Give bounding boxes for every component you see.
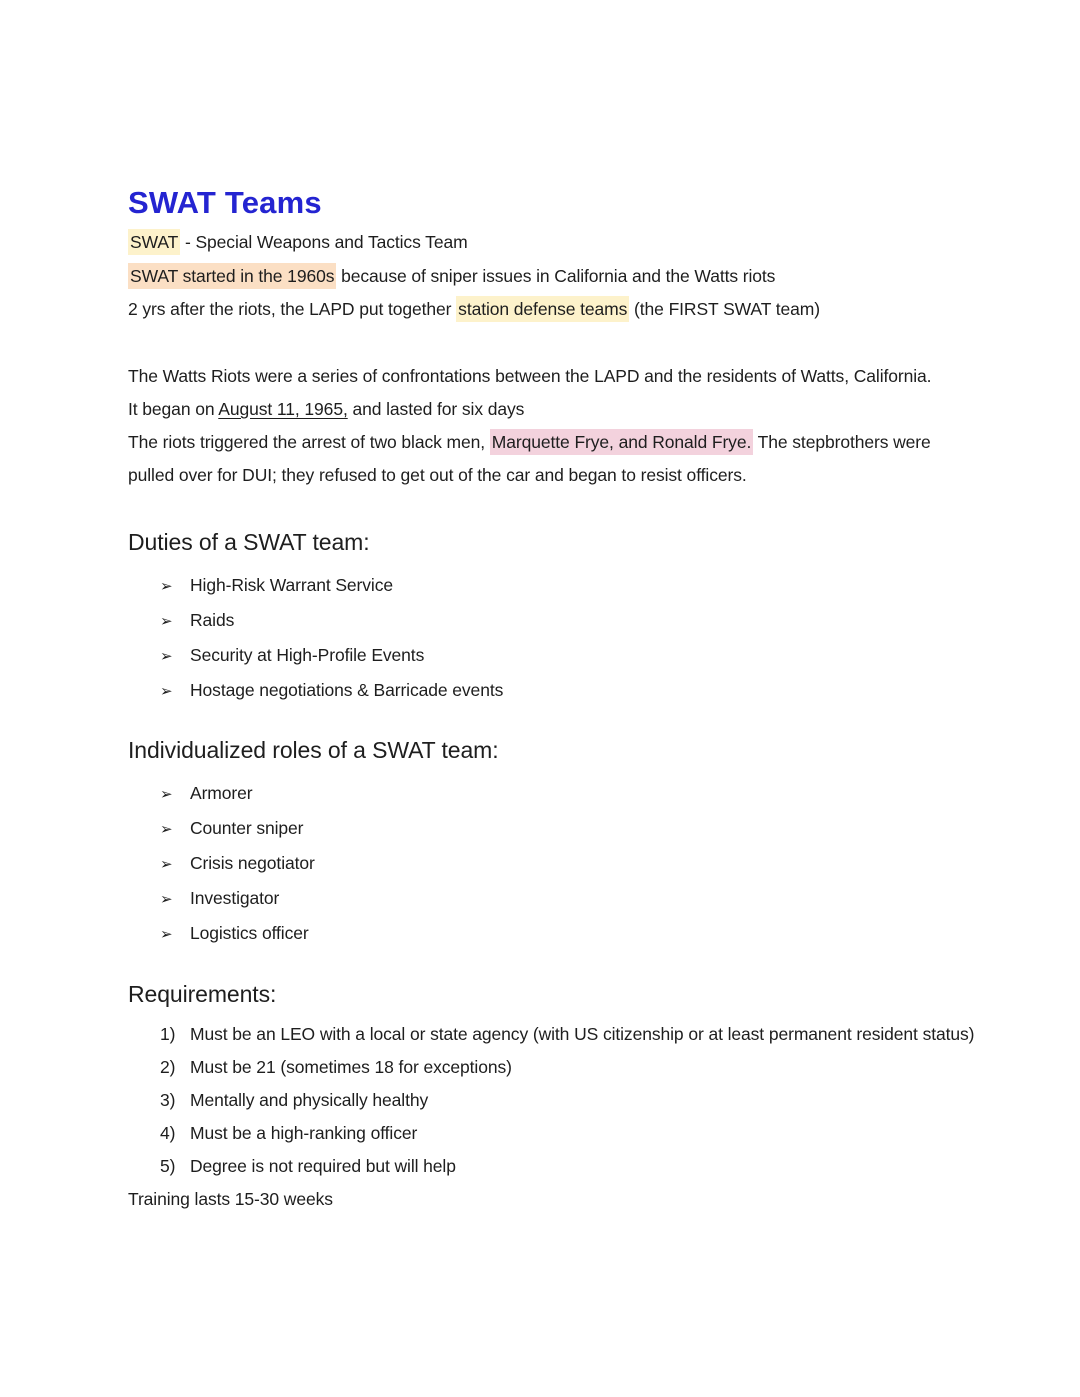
highlight-swat: SWAT [128,229,180,255]
roles-section [128,736,499,951]
requirement-number: 2) [160,1057,176,1077]
list-item [128,846,499,881]
intro-line-1 [128,226,820,260]
watts-line-2-post: and lasted for six days [347,399,525,419]
watts-line-1: The Watts Riots were a series of confrontations between the LAPD and the residents of Watts, California. [128,366,932,386]
intro-line-2 [128,260,820,294]
requirement-number: 4) [160,1123,176,1143]
list-item [128,638,503,673]
intro-block [128,226,820,327]
list-item [128,1117,1010,1150]
arrow-bullet-icon: ➢ [160,647,173,665]
requirement-text: Mentally and physically healthy [190,1090,429,1110]
arrow-bullet-icon: ➢ [160,855,173,873]
list-item-label: Security at High-Profile Events [190,645,425,665]
requirement-number: 3) [160,1090,176,1110]
list-item [128,1084,1010,1117]
highlight-station-defense: station defense teams [456,296,629,322]
requirement-text: Must be 21 (sometimes 18 for exceptions) [190,1057,512,1077]
requirements-section [128,980,1010,1216]
roles-list [128,776,499,951]
arrow-bullet-icon: ➢ [160,612,173,630]
section-heading-requirements: Requirements: [128,981,277,1007]
intro-line-3-pre: 2 yrs after the riots, the LAPD put together [128,299,457,319]
list-item [128,673,503,708]
list-item-label: Hostage negotiations & Barricade events [190,680,504,700]
arrow-bullet-icon: ➢ [160,577,173,595]
list-item-label: Counter sniper [190,818,304,838]
list-item-label: Raids [190,610,235,630]
underlined-date: August 11, 1965, [218,399,348,419]
list-item [128,1018,1010,1051]
training-note: Training lasts 15-30 weeks [128,1189,333,1209]
requirement-text: Degree is not required but will help [190,1156,456,1176]
list-item [128,603,503,638]
intro-line-1-rest: - Special Weapons and Tactics Team [180,232,468,252]
list-item-label: High-Risk Warrant Service [190,575,394,595]
watts-line-2 [128,393,931,426]
requirement-text: Must be an LEO with a local or state agency (with US citizenship or at least permanent resident status) [190,1024,975,1044]
watts-paragraph [128,360,931,492]
watts-line-3-post: The stepbrothers were [753,432,931,452]
requirement-number: 5) [160,1156,176,1176]
intro-line-3 [128,293,820,327]
highlight-frye-names: Marquette Frye, and Ronald Frye. [490,429,753,455]
arrow-bullet-icon: ➢ [160,785,173,803]
list-item [128,776,499,811]
list-item [128,811,499,846]
arrow-bullet-icon: ➢ [160,682,173,700]
list-item-label: Logistics officer [190,923,309,943]
intro-line-3-post: (the FIRST SWAT team) [629,299,820,319]
requirement-number: 1) [160,1024,176,1044]
highlight-swat-started: SWAT started in the 1960s [128,263,336,289]
requirements-list [128,1018,1010,1183]
section-heading-roles: Individualized roles of a SWAT team: [128,737,499,763]
arrow-bullet-icon: ➢ [160,820,173,838]
watts-line-4: pulled over for DUI; they refused to get out of the car and began to resist officers. [128,465,747,485]
watts-line-3 [128,426,931,459]
list-item [128,568,503,603]
list-item [128,1150,1010,1183]
arrow-bullet-icon: ➢ [160,890,173,908]
arrow-bullet-icon: ➢ [160,925,173,943]
section-heading-duties: Duties of a SWAT team: [128,529,370,555]
watts-line-3-pre: The riots triggered the arrest of two black men, [128,432,490,452]
list-item-label: Investigator [190,888,280,908]
duties-section [128,528,503,708]
list-item [128,1051,1010,1084]
list-item [128,881,499,916]
requirement-text: Must be a high-ranking officer [190,1123,418,1143]
list-item [128,916,499,951]
duties-list [128,568,503,708]
list-item-label: Armorer [190,783,253,803]
list-item-label: Crisis negotiator [190,853,315,873]
intro-line-2-rest: because of sniper issues in California and the Watts riots [336,265,776,286]
page-title: SWAT Teams [128,184,322,220]
watts-line-2-pre: It began on [128,399,219,419]
